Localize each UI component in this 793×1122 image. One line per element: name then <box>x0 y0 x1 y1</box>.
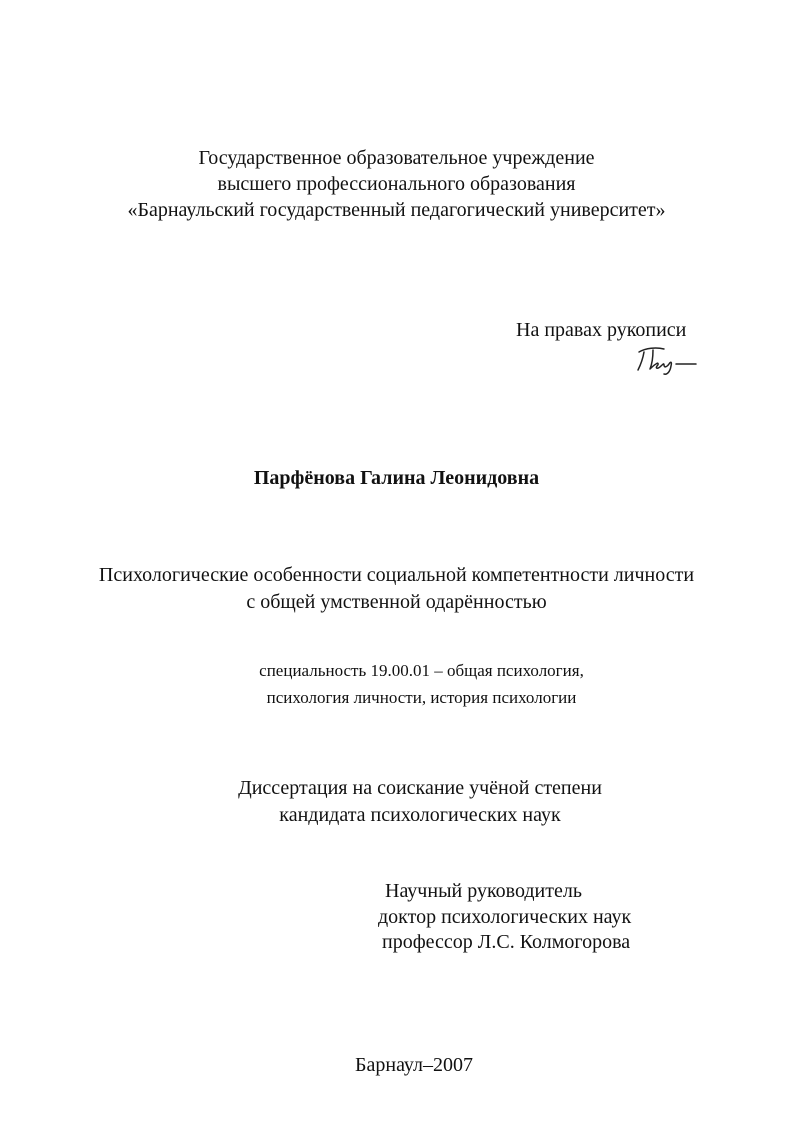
dissertation-title <box>0 562 793 616</box>
title-line-1: Психологические особенности социальной компетентности личности <box>98 564 695 586</box>
supervisor-label: Научный руководитель <box>385 880 582 902</box>
specialty-line-1: специальность 19.00.01 – общая психология, <box>259 661 584 680</box>
specialty-block <box>0 657 793 711</box>
institution-line-3: «Барнаульский государственный педагогический университет» <box>127 199 666 221</box>
degree-block <box>0 775 793 829</box>
institution-line-1: Государственное образовательное учреждение <box>198 147 595 169</box>
supervisor-name: профессор Л.С. Колмогорова <box>382 931 631 953</box>
supervisor-degree: доктор психологических наук <box>378 906 632 928</box>
specialty-line-2: психология личности, история психологии <box>266 688 577 707</box>
author-name: Парфёнова Галина Леонидовна <box>253 467 540 489</box>
institution-line-2: высшего профессионального образования <box>217 173 576 195</box>
degree-line-2: кандидата психологических наук <box>279 804 561 826</box>
manuscript-note: На правах рукописи <box>516 319 687 341</box>
degree-line-1: Диссертация на соискание учёной степени <box>238 777 602 799</box>
title-line-2: с общей умственной одарённостью <box>246 591 547 613</box>
city-year: Барнаул–2007 <box>355 1054 474 1076</box>
handwritten-signature <box>636 342 700 376</box>
institution-header <box>0 145 793 223</box>
